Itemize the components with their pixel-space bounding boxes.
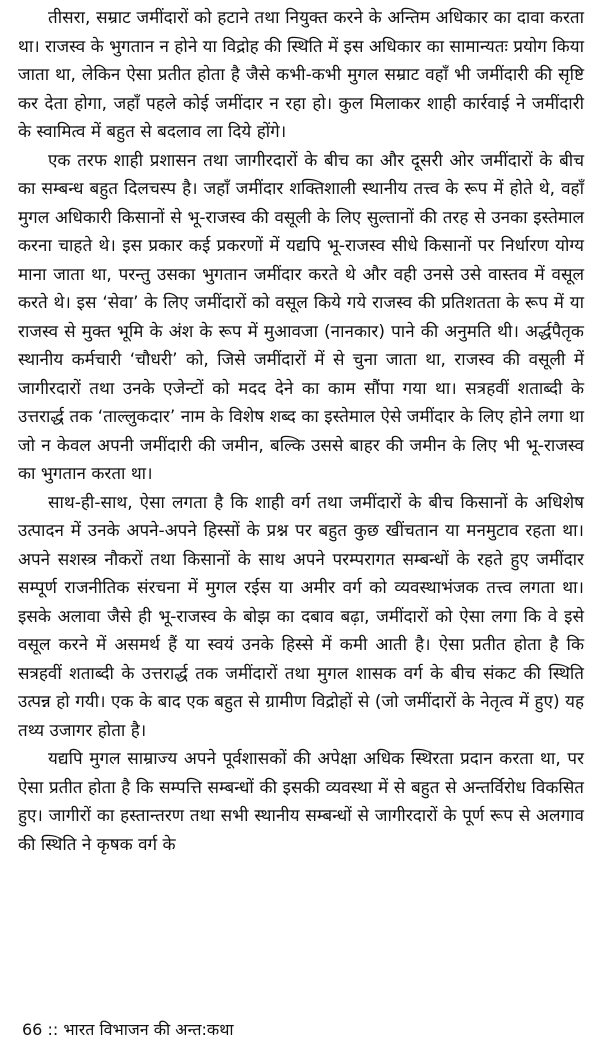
paragraph-2: एक तरफ शाही प्रशासन तथा जागीरदारों के बीच का और दूसरी ओर जमींदारों के बीच का सम्बन्ध बहुत दिलचस्प है। जहाँ जमींदार शक्तिशाली स्थानीय तत्त्व के रूप में होते थे, वहाँ मुगल अधिकारी किसानों से भू-राजस्व की वसूली के लिए सुल्तानों की तरह से उनका इस्तेमाल करना चाहते थे। इस प्रकार कई प्रकरणों में यद्यपि भू-राजस्व सीधे किसानों पर निर्धारण योग्य माना जाता था, परन्तु उसका भुगतान जमींदार करते थे और वही उनसे उसे वास्तव में वसूल करते थे। इस ‘सेवा’ के लिए जमींदारों को वसूल किये गये राजस्व की प्रतिशतता के रूप में या राजस्व से मुक्त भूमि के अंश के रूप में मुआवजा (नानकार) पाने की अनुमति थी। अर्द्धपैतृक स्थानीय कर्मचारी ‘चौधरी’ को, जिसे जमींदारों में से चुना जाता था, राजस्व की वसूली में जागीरदारों तथा उनके एजेन्टों को मदद देने का काम सौंपा गया था। सत्रहवीं शताब्दी के उत्तरार्द्ध तक ‘ताल्लुकदार’ नाम के विशेष शब्द का इस्तेमाल ऐसे जमींदार के लिए होने लगा था जो न केवल अपनी जमींदारी की जमीन, बल्कि उससे बाहर की जमीन के लिए भी भू-राजस्व का भुगतान करता था। (18, 150, 584, 484)
paragraph-3: साथ-ही-साथ, ऐसा लगता है कि शाही वर्ग तथा जमींदारों के बीच किसानों के अधिशेष उत्पादन में उनके अपने-अपने हिस्सों के प्रश्न पर बहुत कुछ खींचतान या मनमुटाव रहता था। अपने सशस्त्र नौकरों तथा किसानों के साथ अपने परम्परागत सम्बन्धों के रहते हुए जमींदार सम्पूर्ण राजनीतिक संरचना में मुगल रईस या अमीर वर्ग को व्यवस्थाभंजक तत्त्व लगता था। इसके अलावा जैसे ही भू-राजस्व के बोझ का दबाव बढ़ा, जमींदारों को ऐसा लगा कि वे इसे वसूल करने में असमर्थ हैं या स्वयं उनके हिस्से में कमी आती है। ऐसा प्रतीत होता है कि सत्रहवीं शताब्दी के उत्तरार्द्ध तक जमींदारों तथा मुगल शासक वर्ग के बीच संकट की स्थिति उत्पन्न हो गयी। एक के बाद एक बहुत से ग्रामीण विद्रोहों से (जो जमींदारों के नेतृत्व में हुए) यह तथ्य उजागर होता है। (18, 492, 584, 741)
book-page-text (18, 4, 584, 859)
page-footer: 66 :: भारत विभाजन की अन्त:कथा (22, 1020, 234, 1039)
paragraph-1: तीसरा, सम्राट जमींदारों को हटाने तथा नियुक्त करने के अन्तिम अधिकार का दावा करता था। राजस्व के भुगतान न होने या विद्रोह की स्थिति में इस अधिकार का सामान्यतः प्रयोग किया जाता था, लेकिन ऐसा प्रतीत होता है जैसे कभी-कभी मुगल सम्राट वहाँ भी जमींदारी की सृष्टि कर देता होगा, जहाँ पहले कोई जमींदार न रहा हो। कुल मिलाकर शाही कार्रवाई ने जमींदारी के स्वामित्व में बहुत से बदलाव ला दिये होंगे। (18, 8, 584, 142)
paragraph-4: यद्यपि मुगल साम्राज्य अपने पूर्वशासकों की अपेक्षा अधिक स्थिरता प्रदान करता था, पर ऐसा प्रतीत होता है कि सम्पत्ति सम्बन्धों की इसकी व्यवस्था में से बहुत से अन्तर्विरोध विकसित हुए। जागीरों का हस्तान्तरण तथा सभी स्थानीय सम्बन्धों से जागीरदारों के पूर्ण रूप से अलगाव की स्थिति ने कृषक वर्ग के (18, 749, 584, 855)
